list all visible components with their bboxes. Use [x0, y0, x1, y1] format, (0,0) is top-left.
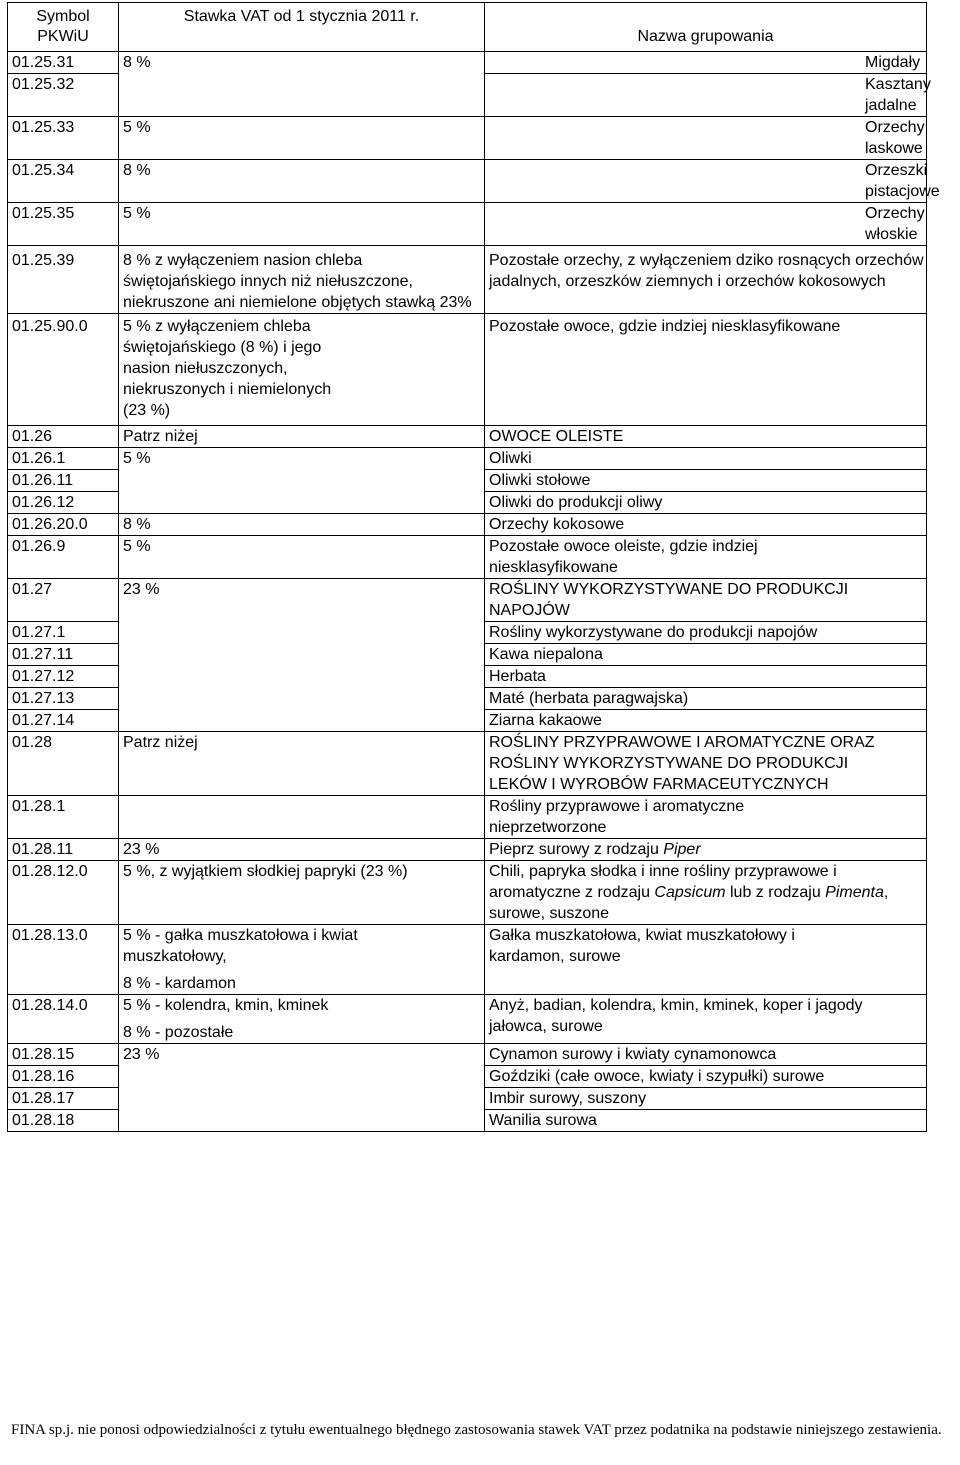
table-row [8, 52, 927, 74]
rate-line: 8 % - kardamon [123, 975, 236, 992]
row-symbol: 01.26.1 [8, 448, 119, 470]
row-symbol: 01.27.11 [8, 644, 119, 666]
row-name: Orzeszki pistacjowe [485, 160, 927, 203]
header-rate: Stawka VAT od 1 stycznia 2011 r. [119, 3, 485, 52]
row-symbol: 01.28.13.0 [8, 925, 119, 995]
row-symbol: 01.27.14 [8, 710, 119, 732]
table-row [8, 839, 927, 861]
row-name: Maté (herbata paragwajska) [485, 688, 927, 710]
table-row [8, 579, 927, 622]
row-rate: 5 % z wyłączeniem chleba świętojańskiego (8 %) i jego nasion niełuszczonych, niekruszonych i niemielonych (23 %) [119, 314, 485, 426]
row-name: Gałka muszkatołowa, kwiat muszkatołowy i kardamon, surowe [485, 925, 927, 995]
row-rate [119, 925, 485, 995]
row-symbol: 01.25.90.0 [8, 314, 119, 426]
row-name: Kasztany jadalne [485, 74, 927, 117]
row-symbol: 01.28.11 [8, 839, 119, 861]
table-row [8, 1044, 927, 1066]
rate-line: 8 % - pozostałe [123, 1024, 234, 1041]
row-name: Pozostałe owoce oleiste, gdzie indziej niesklasyfikowane [485, 536, 927, 579]
row-rate: Patrz niżej [119, 426, 485, 448]
row-name: Chili, papryka słodka i inne rośliny przyprawowe i aromatyczne z rodzaju Capsicum lub z rodzaju Pimenta, surowe, suszone [485, 861, 927, 925]
row-rate: 5 % [119, 117, 485, 160]
row-rate: 8 % [119, 52, 485, 117]
row-symbol: 01.26 [8, 426, 119, 448]
row-name: ROŚLINY PRZYPRAWOWE I AROMATYCZNE ORAZ ROŚLINY WYKORZYSTYWANE DO PRODUKCJI LEKÓW I WYROBÓW FARMACEUTYCZNYCH [485, 732, 927, 796]
row-name: Pieprz surowy z rodzaju Piper [485, 839, 927, 861]
row-name: Goździki (całe owoce, kwiaty i szypułki) surowe [485, 1066, 927, 1088]
row-rate [119, 796, 485, 839]
row-symbol: 01.26.20.0 [8, 514, 119, 536]
table-row [8, 732, 927, 796]
row-symbol: 01.28.16 [8, 1066, 119, 1088]
row-symbol: 01.26.12 [8, 492, 119, 514]
row-name: Orzechy laskowe [485, 117, 927, 160]
row-symbol: 01.25.34 [8, 160, 119, 203]
row-rate: 8 % z wyłączeniem nasion chleba świętojańskiego innych niż niełuszczone, niekruszone ani niemielone objętych stawką 23% [119, 246, 485, 314]
row-name: Oliwki do produkcji oliwy [485, 492, 927, 514]
row-rate [119, 995, 485, 1044]
row-symbol: 01.28.1 [8, 796, 119, 839]
table-row [8, 514, 927, 536]
row-name: Anyż, badian, kolendra, kmin, kminek, koper i jagody jałowca, surowe [485, 995, 927, 1044]
table-row [8, 203, 927, 246]
row-symbol: 01.25.31 [8, 52, 119, 74]
row-symbol: 01.27 [8, 579, 119, 622]
header-symbol: Symbol PKWiU [8, 3, 119, 52]
row-rate: 23 % [119, 839, 485, 861]
table-row [8, 117, 927, 160]
row-name: Oliwki [485, 448, 927, 470]
rate-line: 5 % - kolendra, kmin, kminek [123, 997, 329, 1014]
row-name: Migdały [485, 52, 927, 74]
vat-rate-table [7, 2, 940, 1132]
table-row [8, 314, 927, 426]
row-rate: 5 % [119, 203, 485, 246]
row-symbol: 01.28.18 [8, 1110, 119, 1132]
table-row [8, 861, 927, 925]
row-name: Oliwki stołowe [485, 470, 927, 492]
table-row [8, 796, 927, 839]
row-rate: 8 % [119, 160, 485, 203]
row-name: Orzechy włoskie [485, 203, 927, 246]
row-symbol: 01.26.11 [8, 470, 119, 492]
row-name: Herbata [485, 666, 927, 688]
row-rate: 5 %, z wyjątkiem słodkiej papryki (23 %) [119, 861, 485, 925]
row-rate: Patrz niżej [119, 732, 485, 796]
row-symbol: 01.25.35 [8, 203, 119, 246]
table-row [8, 426, 927, 448]
row-rate: 23 % [119, 1044, 485, 1132]
row-name: Rośliny przyprawowe i aromatyczne nieprzetworzone [485, 796, 927, 839]
row-name: Imbir surowy, suszony [485, 1088, 927, 1110]
row-symbol: 01.27.12 [8, 666, 119, 688]
row-rate: 5 % [119, 536, 485, 579]
row-name: Kawa niepalona [485, 644, 927, 666]
row-name: Rośliny wykorzystywane do produkcji napojów [485, 622, 927, 644]
table-header-row [8, 3, 927, 52]
row-name: Pozostałe owoce, gdzie indziej niesklasyfikowane [485, 314, 927, 426]
table-row [8, 925, 927, 995]
table-row [8, 995, 927, 1044]
row-symbol: 01.28.14.0 [8, 995, 119, 1044]
row-name: OWOCE OLEISTE [485, 426, 927, 448]
disclaimer-footer: FINA sp.j. nie ponosi odpowiedzialności z tytułu ewentualnego błędnego zastosowania stawek VAT przez podatnika na podstawie niniejszego zestawienia. [11, 1422, 942, 1438]
row-symbol: 01.28.12.0 [8, 861, 119, 925]
row-name: ROŚLINY WYKORZYSTYWANE DO PRODUKCJI NAPOJÓW [485, 579, 927, 622]
row-name: Pozostałe orzechy, z wyłączeniem dziko rosnących orzechów jadalnych, orzeszków ziemnych i orzechów kokosowych [485, 246, 927, 314]
row-symbol: 01.28.17 [8, 1088, 119, 1110]
row-symbol: 01.26.9 [8, 536, 119, 579]
row-symbol: 01.27.13 [8, 688, 119, 710]
table-row [8, 246, 927, 314]
row-name: Ziarna kakaowe [485, 710, 927, 732]
row-symbol: 01.28 [8, 732, 119, 796]
row-symbol: 01.27.1 [8, 622, 119, 644]
table-row [8, 160, 927, 203]
header-name: Nazwa grupowania [485, 3, 927, 52]
row-symbol: 01.28.15 [8, 1044, 119, 1066]
row-rate: 8 % [119, 514, 485, 536]
table-row [8, 536, 927, 579]
row-rate: 23 % [119, 579, 485, 732]
row-symbol: 01.25.39 [8, 246, 119, 314]
row-name: Orzechy kokosowe [485, 514, 927, 536]
row-symbol: 01.25.32 [8, 74, 119, 117]
rate-line: 5 % - gałka muszkatołowa i kwiat muszkatołowy, [123, 927, 358, 965]
row-symbol: 01.25.33 [8, 117, 119, 160]
row-rate: 5 % [119, 448, 485, 514]
row-name: Wanilia surowa [485, 1110, 927, 1132]
row-name: Cynamon surowy i kwiaty cynamonowca [485, 1044, 927, 1066]
table-row [8, 448, 927, 470]
